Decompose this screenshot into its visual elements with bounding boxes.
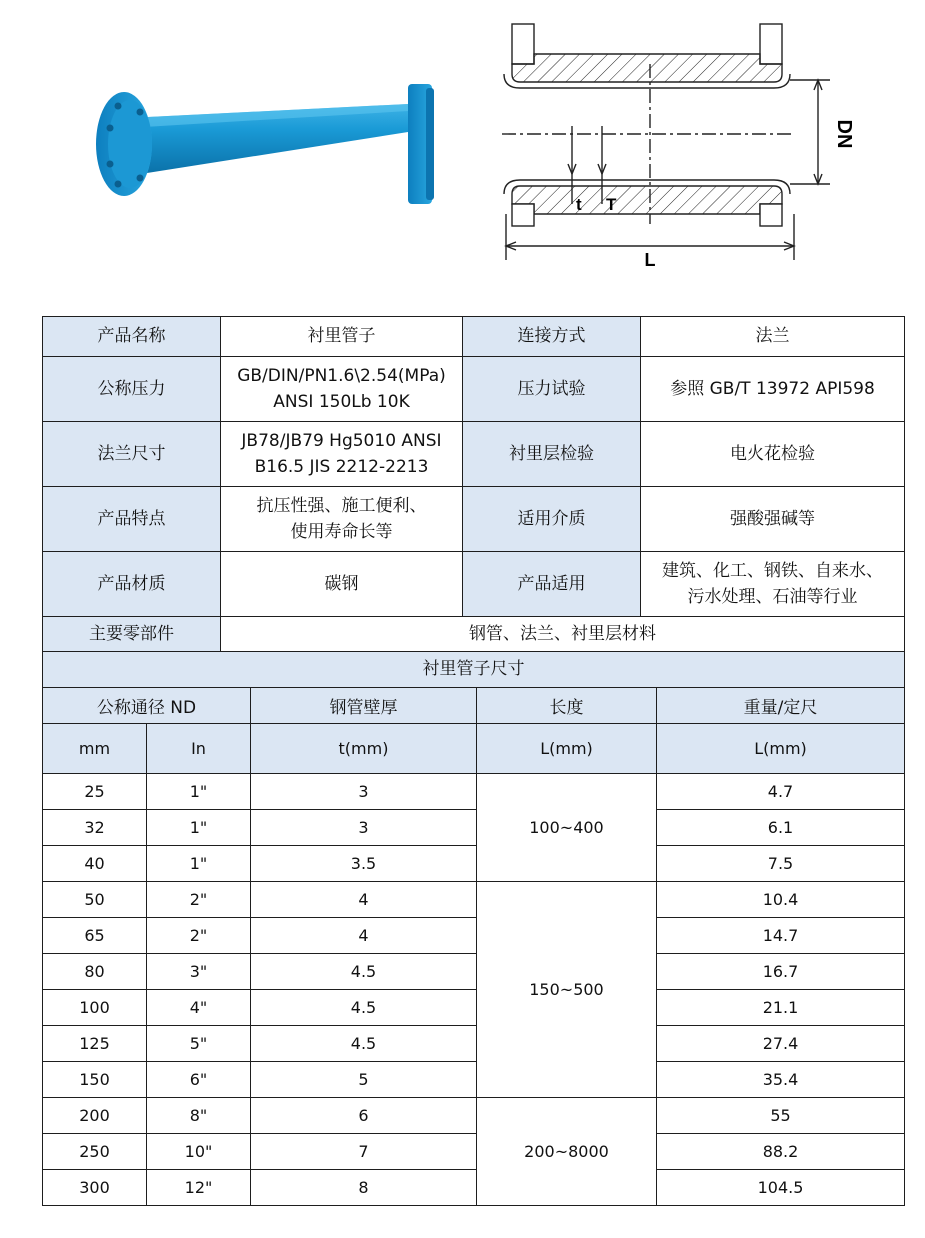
cell-t: 7: [251, 1134, 477, 1170]
name-value: 衬里管子: [221, 317, 463, 357]
cell-in: 1": [147, 810, 251, 846]
cell-mm: 80: [43, 954, 147, 990]
table-row: [43, 990, 905, 1026]
cell-in: 1": [147, 774, 251, 810]
table-row: [43, 810, 905, 846]
apply-value-line2: 污水处理、石油等行业: [687, 587, 858, 607]
test-label: 压力试验: [463, 357, 641, 422]
cell-mm: 125: [43, 1026, 147, 1062]
cell-mm: 300: [43, 1170, 147, 1206]
table-row: [43, 1134, 905, 1170]
cell-t: 4.5: [251, 954, 477, 990]
cell-mm: 32: [43, 810, 147, 846]
cell-t: 8: [251, 1170, 477, 1206]
cell-t: 3: [251, 774, 477, 810]
cell-mm: 200: [43, 1098, 147, 1134]
cell-in: 6": [147, 1062, 251, 1098]
col-length: 长度: [477, 688, 657, 724]
cell-weight: 88.2: [657, 1134, 905, 1170]
cell-t: 3.5: [251, 846, 477, 882]
pressure-value-line1: GB/DIN/PN1.6\2.54(MPa): [237, 365, 446, 386]
cell-weight: 35.4: [657, 1062, 905, 1098]
cell-weight: 21.1: [657, 990, 905, 1026]
cell-length-group: 200~8000: [477, 1098, 657, 1206]
cell-t: 6: [251, 1098, 477, 1134]
feature-value: [221, 487, 463, 552]
unit-mm: mm: [43, 724, 147, 774]
cell-mm: 50: [43, 882, 147, 918]
col-weight: 重量/定尺: [657, 688, 905, 724]
table-row: [43, 846, 905, 882]
table-row: [43, 1062, 905, 1098]
cell-mm: 250: [43, 1134, 147, 1170]
cell-weight: 4.7: [657, 774, 905, 810]
flange-value: [221, 422, 463, 487]
product-hero: [0, 0, 925, 300]
table-row: [43, 1170, 905, 1206]
cell-in: 12": [147, 1170, 251, 1206]
cell-weight: 7.5: [657, 846, 905, 882]
pressure-label: 公称压力: [43, 357, 221, 422]
medium-value: 强酸强碱等: [641, 487, 905, 552]
lined-pipe-photo: [88, 84, 448, 214]
cell-mm: 25: [43, 774, 147, 810]
cell-t: 5: [251, 1062, 477, 1098]
cell-mm: 100: [43, 990, 147, 1026]
cell-t: 4: [251, 918, 477, 954]
cell-t: 4.5: [251, 990, 477, 1026]
col-nd: 公称通径 ND: [43, 688, 251, 724]
cell-mm: 40: [43, 846, 147, 882]
conn-value: 法兰: [641, 317, 905, 357]
cell-weight: 104.5: [657, 1170, 905, 1206]
cell-in: 1": [147, 846, 251, 882]
spec-table: [42, 316, 905, 688]
parts-value: 钢管、法兰、衬里层材料: [221, 617, 905, 652]
t-label: t: [576, 195, 582, 214]
cell-in: 2": [147, 918, 251, 954]
material-value: 碳钢: [221, 552, 463, 617]
dimension-table: [42, 687, 905, 1206]
cell-weight: 10.4: [657, 882, 905, 918]
col-wall: 钢管壁厚: [251, 688, 477, 724]
section-title: 衬里管子尺寸: [43, 652, 905, 688]
unit-l2: L(mm): [657, 724, 905, 774]
flange-label: 法兰尺寸: [43, 422, 221, 487]
cell-mm: 150: [43, 1062, 147, 1098]
lining-value: 电火花检验: [641, 422, 905, 487]
pressure-value: [221, 357, 463, 422]
flange-value-line2: B16.5 JIS 2212-2213: [254, 457, 429, 477]
cell-in: 8": [147, 1098, 251, 1134]
cell-in: 4": [147, 990, 251, 1026]
cell-t: 4.5: [251, 1026, 477, 1062]
unit-t: t(mm): [251, 724, 477, 774]
apply-label: 产品适用: [463, 552, 641, 617]
cell-in: 3": [147, 954, 251, 990]
cell-length-group: 150~500: [477, 882, 657, 1098]
table-row: [43, 1098, 905, 1134]
test-value: 参照 GB/T 13972 API598: [641, 357, 905, 422]
cell-weight: 55: [657, 1098, 905, 1134]
feature-value-line1: 抗压性强、施工便利、: [256, 495, 427, 516]
cell-weight: 14.7: [657, 918, 905, 954]
table-row: [43, 954, 905, 990]
l-label: L: [644, 250, 656, 270]
material-label: 产品材质: [43, 552, 221, 617]
medium-label: 适用介质: [463, 487, 641, 552]
cell-weight: 27.4: [657, 1026, 905, 1062]
cell-t: 3: [251, 810, 477, 846]
cell-in: 10": [147, 1134, 251, 1170]
cell-in: 2": [147, 882, 251, 918]
cell-in: 5": [147, 1026, 251, 1062]
table-row: [43, 918, 905, 954]
unit-in: In: [147, 724, 251, 774]
apply-value-line1: 建筑、化工、钢铁、自来水、: [662, 560, 883, 581]
unit-l1: L(mm): [477, 724, 657, 774]
cell-weight: 6.1: [657, 810, 905, 846]
cell-length-group: 100~400: [477, 774, 657, 882]
apply-value: [641, 552, 905, 617]
table-row: [43, 882, 905, 918]
flange-value-line1: JB78/JB79 Hg5010 ANSI: [241, 430, 442, 451]
lining-label: 衬里层检验: [463, 422, 641, 487]
table-row: [43, 1026, 905, 1062]
T-label: T: [606, 195, 617, 214]
feature-label: 产品特点: [43, 487, 221, 552]
section-drawing: [492, 14, 872, 276]
pressure-value-line2: ANSI 150Lb 10K: [273, 392, 410, 412]
cell-t: 4: [251, 882, 477, 918]
cell-weight: 16.7: [657, 954, 905, 990]
name-label: 产品名称: [43, 317, 221, 357]
conn-label: 连接方式: [463, 317, 641, 357]
dn-label: DN: [833, 119, 855, 149]
feature-value-line2: 使用寿命长等: [290, 522, 393, 542]
parts-label: 主要零部件: [43, 617, 221, 652]
cell-mm: 65: [43, 918, 147, 954]
table-row: [43, 774, 905, 810]
